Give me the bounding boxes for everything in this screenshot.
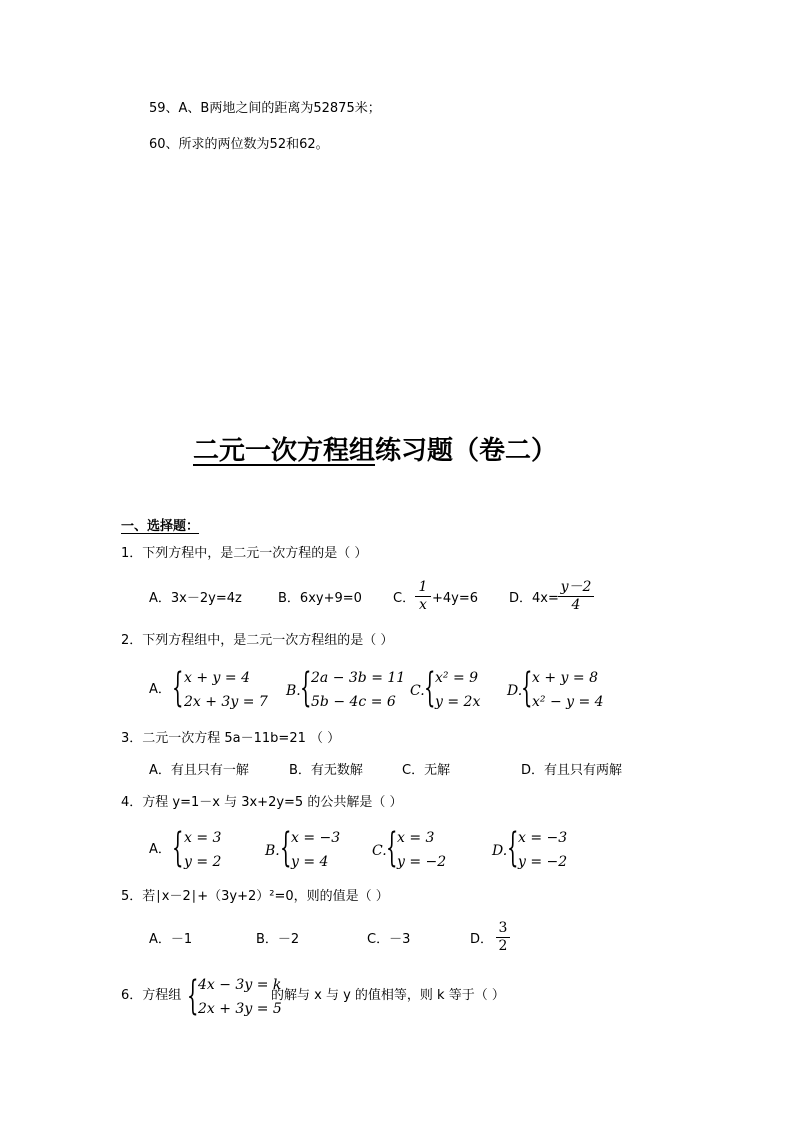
question-4-option-a-label: A．: [149, 842, 171, 857]
question-1-option-d-prefix: D．4x=: [509, 591, 559, 606]
section-heading: 一、选择题：: [121, 519, 200, 534]
question-6-suffix: 的解与 x 与 y 的值相等，则 k 等于（ ）: [271, 988, 505, 1003]
question-2-option-d-eq2: x² − y = 4: [532, 694, 604, 710]
question-6-eq1: 4x − 3y = k: [198, 977, 282, 993]
question-4-option-b-label: B.: [265, 843, 280, 859]
title-underlined: 二元一次方程组: [193, 436, 376, 466]
brace-icon: {: [300, 665, 312, 711]
fraction-denominator: x: [419, 597, 427, 613]
question-3-option-b: B．有无数解: [289, 763, 363, 778]
question-5-stem: 5．若∣x－2∣+（3y+2）²=0，则的值是（ ）: [121, 889, 389, 904]
question-5-option-d-prefix: D．: [470, 932, 494, 947]
question-1-option-c-prefix: C．: [393, 591, 416, 606]
question-2-option-b-eq1: 2a − 3b = 11: [311, 670, 406, 686]
question-5-option-c: C．－3: [367, 932, 411, 947]
question-4-option-d-eq2: y = −2: [518, 854, 568, 870]
question-4-option-c-eq1: x = 3: [397, 830, 435, 846]
question-4-option-c-label: C.: [372, 843, 387, 859]
question-2-option-b-eq2: 5b − 4c = 6: [311, 694, 396, 710]
question-2-option-d-label: D.: [507, 683, 523, 699]
question-2-option-c-label: C.: [410, 683, 425, 699]
question-1-option-b: B．6xy+9=0: [278, 591, 362, 606]
question-4-option-d-label: D.: [492, 843, 508, 859]
fraction-denominator: 2: [498, 938, 508, 954]
page-title: [193, 435, 557, 467]
question-1-option-a: A．3x－2y=4z: [149, 591, 242, 606]
question-4-option-c-eq2: y = −2: [397, 854, 447, 870]
question-3-option-a: A．有且只有一解: [149, 763, 249, 778]
question-5-option-b: B．－2: [256, 932, 300, 947]
brace-icon: {: [386, 825, 398, 871]
answer-59: 59、A、B两地之间的距离为52875米；: [149, 101, 381, 116]
question-3-option-c: C．无解: [402, 763, 451, 778]
question-6-eq2: 2x + 3y = 5: [198, 1001, 282, 1017]
brace-icon: {: [507, 825, 519, 871]
answer-60: 60、所求的两位数为52和62。: [149, 137, 329, 152]
question-4-option-b-eq1: x = −3: [291, 830, 341, 846]
question-5-option-d-fraction: [496, 920, 510, 955]
question-4-option-b-eq2: y = 4: [291, 854, 329, 870]
fraction-denominator: 4: [571, 597, 581, 613]
question-2-option-a-eq2: 2x + 3y = 7: [184, 694, 268, 710]
question-4-option-a-eq1: x = 3: [184, 830, 222, 846]
question-1-option-c-fraction: [415, 579, 431, 614]
question-3-option-d: D．有且只有两解: [521, 763, 623, 778]
title-rest: 练习题（卷二）: [375, 436, 558, 466]
brace-icon: {: [280, 825, 292, 871]
question-4-option-a-eq2: y = 2: [184, 854, 222, 870]
fraction-numerator: 3: [498, 920, 508, 936]
question-1-option-d-fraction: [558, 579, 594, 614]
question-2-stem: 2．下列方程组中，是二元一次方程组的是（ ）: [121, 633, 394, 648]
brace-icon: {: [172, 825, 184, 871]
question-2-option-c-eq2: y = 2x: [435, 694, 481, 710]
brace-icon: {: [187, 973, 199, 1019]
question-5-option-a: A．－1: [149, 932, 193, 947]
question-2-option-a-eq1: x + y = 4: [184, 670, 250, 686]
fraction-numerator: y－2: [560, 579, 592, 595]
brace-icon: {: [424, 665, 436, 711]
question-3-stem: 3．二元一次方程 5a－11b=21 （ ）: [121, 731, 341, 746]
brace-icon: {: [521, 665, 533, 711]
question-2-option-b-label: B.: [286, 683, 301, 699]
question-4-stem: 4．方程 y=1－x 与 3x+2y=5 的公共解是（ ）: [121, 795, 403, 810]
question-2-option-a-label: A．: [149, 682, 171, 697]
brace-icon: {: [172, 665, 184, 711]
question-2-option-d-eq1: x + y = 8: [532, 670, 598, 686]
question-2-option-c-eq1: x² = 9: [435, 670, 479, 686]
question-1-stem: 1．下列方程中，是二元一次方程的是（ ）: [121, 546, 368, 561]
question-6-prefix: 6．方程组: [121, 988, 182, 1003]
question-1-option-c-suffix: +4y=6: [432, 591, 479, 606]
fraction-numerator: 1: [418, 579, 428, 595]
question-4-option-d-eq1: x = −3: [518, 830, 568, 846]
